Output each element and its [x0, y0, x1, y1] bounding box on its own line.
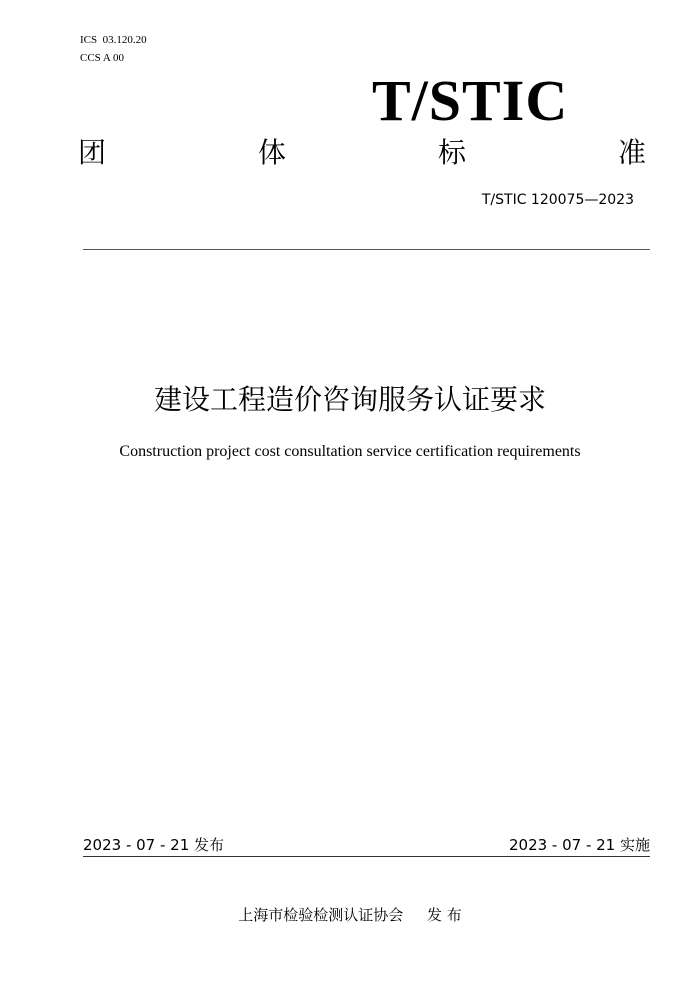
bottom-divider [83, 856, 650, 857]
publish-date: 2023 - 07 - 21 发布 [83, 836, 225, 854]
standard-type-char: 准 [617, 136, 646, 169]
document-title-zh: 建设工程造价咨询服务认证要求 [153, 383, 546, 416]
standard-type-char: 团 [78, 136, 107, 169]
standard-logo: T/STIC [372, 68, 569, 133]
top-divider [83, 249, 650, 250]
standard-code: T/STIC 120075—2023 [481, 192, 634, 208]
ccs-code: CCS A 00 [80, 52, 125, 64]
standard-type-char: 体 [257, 136, 286, 169]
ics-code: ICS 03.120.20 [80, 34, 147, 46]
document-title-en: Construction project cost consultation service certification requirements [119, 443, 581, 460]
publisher: 上海市检验检测认证协会 发 布 [238, 906, 462, 924]
standard-type-char: 标 [437, 136, 466, 169]
implementation-date: 2023 - 07 - 21 实施 [508, 836, 650, 854]
standard-type [78, 136, 646, 170]
